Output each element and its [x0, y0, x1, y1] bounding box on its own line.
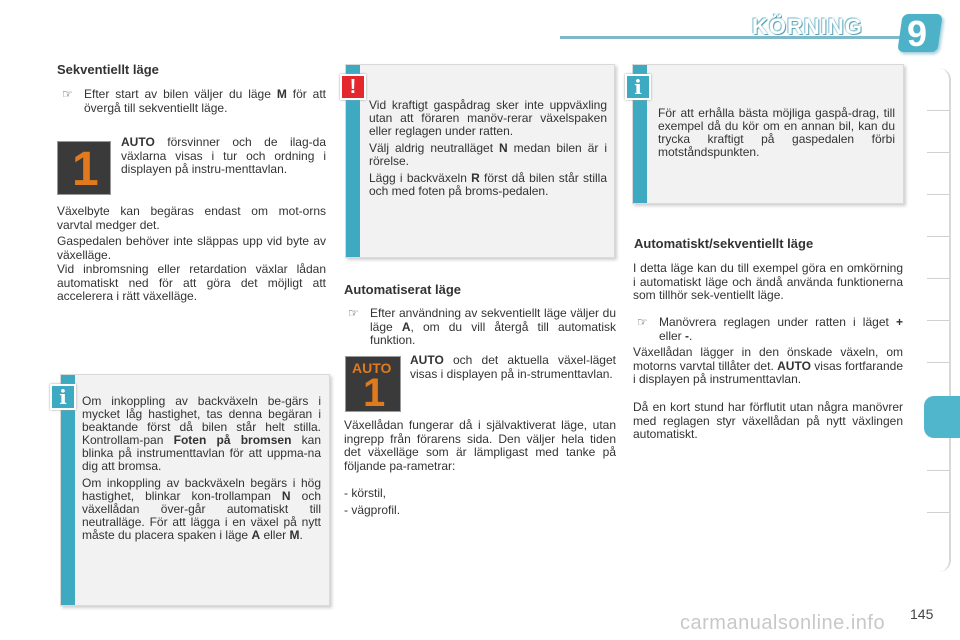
info-icon: i	[625, 74, 651, 100]
chapter-tab[interactable]	[927, 512, 949, 513]
paragraph: Gaspedalen behöver inte släppas upp vid byte av växelläge.	[57, 234, 326, 262]
bullet-sequential: ☞ Efter start av bilen väljer du läge M för att övergå till sekventiellt läge.	[62, 87, 327, 115]
bullet-automated: ☞ Efter användning av sekventiellt läge väljer du läge A, om du vill återgå till automatisk funktion.	[348, 306, 616, 347]
auto-note-automated: AUTO och det aktuella växel-läget visas i displayen på in-strumenttavlan.	[410, 353, 616, 381]
info-box-throttle-text: För att erhålla bästa möjliga gaspå-drag, till exempel då du kör om en annan bil, kan du trycka kraftigt på gaspedalen förbi motståndspunkten.	[658, 106, 895, 159]
chapter-tab[interactable]	[927, 152, 949, 153]
page-title: KÖRNING	[752, 14, 863, 39]
section-heading-auto-sequential: Automatiskt/sekventiellt läge	[634, 236, 814, 251]
pointer-icon: ☞	[348, 306, 359, 320]
paragraph: Växelbyte kan begäras endast om mot-orns varvtal medger det.	[57, 204, 326, 232]
auto-gear-display-image: AUTO 1	[345, 356, 401, 412]
paragraph: Växellådan fungerar då i självaktiverat läge, utan ingrepp från förarens sida. Den väljer hela tiden det växelläge som är lämpligast med tanke på följande pa-rametrar:	[344, 418, 616, 473]
chapter-tab[interactable]	[927, 470, 949, 471]
list-item: - vägprofil.	[344, 503, 401, 517]
chapter-tab-active[interactable]	[924, 396, 960, 438]
info-box-reverse-text: Om inkoppling av backväxeln be-gärs i mycket låg hastighet, tas denna begäran i beaktande först då bilen står helt stilla. Kontrollam-pan Foten på bromsen kan blinka på instrumenttavlan för att uppma-na dig att bromsa. Om inkoppling av backväxeln begärs i hög hastighet, blinkar kon-trollampan N och växellådan över-går automatiskt till neutralläge. För att lägga i en växel på nytt måste du placera spaken i läge A eller M.	[82, 394, 321, 542]
paragraph: Vid inbromsning eller retardation växlar lådan automatiskt ned för att göra det möjligt att accelerera i rätt växelläge.	[57, 262, 326, 303]
bullet-paddles: ☞ Manövrera reglagen under ratten i läget + eller -.	[637, 315, 903, 343]
page-number: 145	[910, 606, 934, 622]
pointer-icon: ☞	[637, 315, 648, 329]
chapter-tab[interactable]	[927, 362, 949, 363]
chapter-tab[interactable]	[927, 110, 949, 111]
chapter-tab[interactable]	[927, 320, 949, 321]
list-item: - körstil,	[344, 486, 386, 500]
auto-note-sequential: AUTO försvinner och de ilag-da växlarna visas i tur och ordning i displayen på instru-menttavlan.	[121, 135, 326, 176]
watermark: carmanualsonline.info	[680, 612, 886, 634]
chapter-tab[interactable]	[927, 236, 949, 237]
warning-icon: !	[340, 74, 366, 100]
section-heading-automated: Automatiserat läge	[344, 282, 462, 297]
warning-box-text: Vid kraftigt gaspådrag sker inte uppväxling utan att föraren manöv-rerar växelspaken eller reglagen under ratten. Välj aldrig neutralläget N medan bilen är i rörelse. Lägg i backväxeln R först då bilen står stilla och med foten på broms-pedalen.	[369, 98, 608, 198]
paragraph: I detta läge kan du till exempel göra en omkörning i automatiskt läge och ändå använda funktionerna som tillhör sek-ventiellt läge.	[633, 261, 903, 302]
section-heading-sequential: Sekventiellt läge	[57, 62, 159, 77]
paragraph: Då en kort stund har förflutit utan några manövrer med reglagen styr växellådan på nytt växlingen automatiskt.	[633, 400, 903, 441]
info-icon: i	[50, 384, 76, 410]
chapter-tab[interactable]	[927, 194, 949, 195]
gear-display-image: 1	[57, 141, 111, 195]
chapter-tab[interactable]	[927, 278, 949, 279]
chapter-number: 9	[907, 13, 928, 54]
paragraph: Växellådan lägger in den önskade växeln, om motorns varvtal tillåter det. AUTO visas fortfarande i displayen på instrumenttavlan.	[633, 345, 904, 386]
pointer-icon: ☞	[62, 87, 73, 101]
